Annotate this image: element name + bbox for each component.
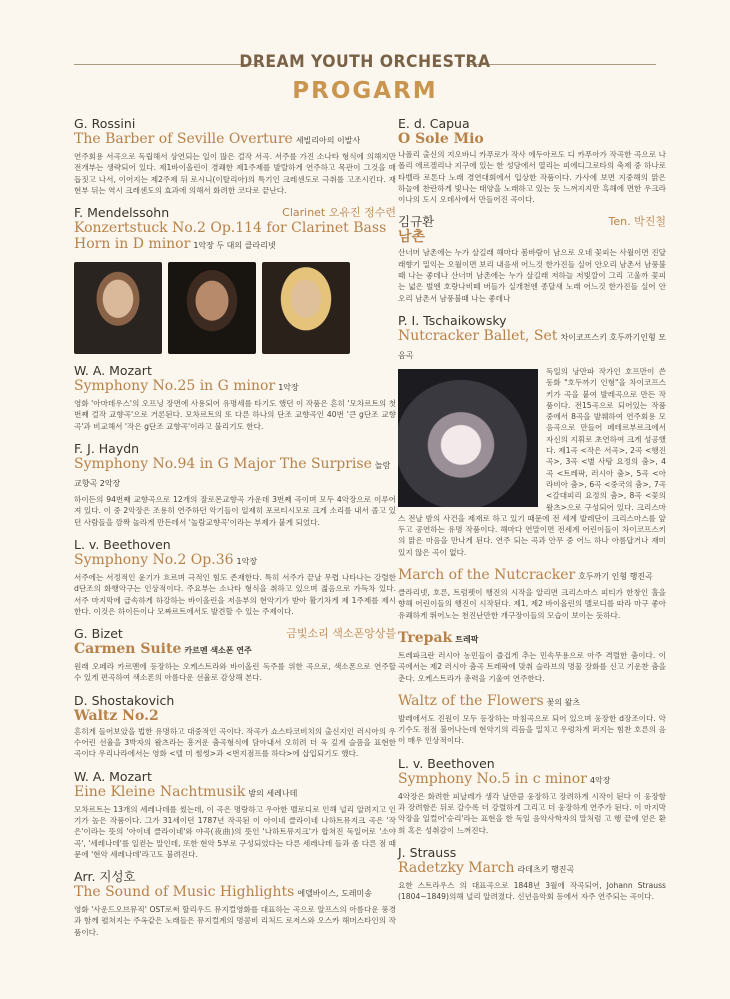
performer: Clarinet 오유진 정수련 <box>282 206 396 220</box>
ballet-photo <box>398 369 538 507</box>
description: 클라리넷, 호른, 트럼펫이 행진의 시작을 알리면 크리스마스 피티가 한창인 홀을 향해 어린이들의 행진이 시작된다. 제1, 제2 바이올린의 멜로디를 따라 마구 좋아 유쾌하게 뛰어노는 천진난만한 개구장이들의 모습이 보이는 듯하다. <box>398 588 666 620</box>
work-title: Nutcracker Ballet, Set <box>398 327 558 344</box>
work-title: Eine Kleine Nachtmusik <box>74 783 246 800</box>
work-subtitle: 밤의 세레나데 <box>248 788 298 798</box>
composer: E. d. Capua <box>398 116 470 131</box>
program-item <box>74 363 396 432</box>
description: 연주회용 서곡으로 독립해서 상연되는 일이 많은 걸작 서곡. 서주를 가진 소나타 형식에 의해지만 전개부는 생략되어 있다. 제1바이올린이 경쾌한 제1주제를 발랄하게 연주하고 목관이 그것을 매듭짓고 나서, 이어지는 제2주제 뒤 로시니(이탈리아)의 특기인 크레센도로 극취를 고조시킨다. 재현부 뒤는 역시 크레센도의 효과에 의해서 화려한 코다로 끝난다. <box>74 152 396 195</box>
work-subtitle: 4악장 <box>589 775 611 785</box>
performer: Ten. 박진철 <box>608 215 666 229</box>
description-text: 독일의 낭만파 작가인 호프만이 쓴 동화 "호두까기 인형"을 차이코프스키가 곡을 붙여 발레곡으로 만든 작품이다. 전15곡으로 되어있는 작품 중에서 8곡을 발췌하여 연주회용 모음곡으로 만들어 페테르부르크에서 자신의 지휘로 초연하여 크게 성공했다. 제1곡 <작은 서곡>, 2곡 <행진곡>, 3곡 <별 사탕 요정의 춤>, 4곡 <트레팍, 러시아 춤>, 5곡 <아라비아 춤>, 6곡 <중국의 춤>, 7곡 <갈대피리 요정의 춤>, 8곡 <꽃의 왈츠>으로 구성되어 있다. 크리스마스 전날 밤의 사건을 제재로 하고 있기 때문에 전 세계 발레단이 크리스마스를 앞두고 공연하는 유명 작품이다. 해마다 연말이면 전세계 어린이들이 차이코프스키의 맑은 마음을 만나게 된다. 연주 되는 곡과 안무 중 어느 하나 아름답거나 재미있지 않은 곡이 없다. <box>398 366 666 557</box>
work-title: Waltz of the Flowers <box>398 692 544 709</box>
composer: P. I. Tschaikowsky <box>398 312 507 328</box>
program-item <box>398 214 666 303</box>
description: 흔히게 들어보았을 법한 유명하고 대중적인 곡이다. 작곡가 쇼스타코비치의 출신지인 러시아의 우수어린 선율을 3박자의 왈츠라는 흥겨운 춤곡형식에 담아내서 오히려 더 욱 깊게 슬픔을 표현한 곡이다 우리나라에서는 영화 <텔 미 썸썽>과 <번지점프를 하다>에 삽입되기도 했다. <box>74 726 396 759</box>
work-title: Waltz No.2 <box>74 707 159 724</box>
portrait-mozart <box>74 262 162 354</box>
work-title: O Sole Mio <box>398 131 484 147</box>
program-item <box>74 537 396 617</box>
description: 산너머 남촌에는 누가 살길래 해마다 봄바람이 남으로 오네 꽃피는 사월이면 진달래향기 밀익는 오월이면 보리 내음새 어느것 한가진들 실어 안오리 남촌서 남풍불때 나는 좋데나 산너머 남촌에는 누가 살길래 저하늘 저빛깔이 그리 고울까 꽃피는 넓은 벌엔 호랑나비떼 버들가 실개천엔 종달새 노래 어느것 한가진들 실어 안오리 남촌서 남풍불때 나는 좋데나 <box>398 248 666 303</box>
program-item <box>74 441 396 528</box>
work-title: Symphony No.94 in G Major The Surprise <box>74 456 372 473</box>
orchestra-name: DREAM YOUTH ORCHESTRA <box>239 52 491 72</box>
composer: G. Rossini <box>74 116 136 131</box>
description: 4악장은 화려한 피날레가 생각 날만큼 웅장하고 장려하게 시작이 된다 이 웅장함과 장려함은 뒤로 갈수록 더 강렬하게 그리고 더 웅장하게 연주가 된다. 이 마지막 악장을 일컬어'승리'라는 표현을 한 독일 음악사학자의 말처럼 고 행 끝에 얻은 환희 혹은 성취감이 느껴진다. <box>398 791 666 835</box>
work-subtitle: 1악장 <box>278 383 299 393</box>
composer: L. v. Beethoven <box>74 536 171 552</box>
work-subtitle: 카르멘 색소폰 연주 <box>184 646 252 656</box>
work-subtitle: 1악장 <box>236 556 258 566</box>
description: 요한 스트라우스 의 대표곡으로 1848년 3월에 작곡되어, Johann Strauss (1804~1849)의해 널리 알려졌다. 신년음악회 등에서 자주 연주되는 곡이다. <box>398 880 666 902</box>
composer: J. Strauss <box>398 844 457 860</box>
work-title: Trepak <box>398 629 453 646</box>
composer: L. v. Beethoven <box>398 755 495 771</box>
work-subtitle: 트레팍 <box>455 634 479 644</box>
program-item <box>74 869 396 938</box>
composer: 김규환 <box>398 214 435 230</box>
description: 원래 오페라 카르멘에 등장하는 오케스트라와 바이올린 독주를 위한 곡으로, 색소폰으로 연주할 수 있게 편곡하여 색소폰의 아름다운 선율로 감상해 본다. <box>74 662 396 683</box>
description <box>398 366 666 558</box>
description: 트레파크란 러시아 농민들이 즐겁게 추는 민속무용으로 아주 격렬한 춤이다. 이 곡에서는 제2 러시아 춤곡 트레팍에 맞춰 슬라브의 명물 장화를 신고 기운찬 춤을 춘다. 오케스트라가 총력을 기울여 연주한다. <box>398 650 666 683</box>
composer: D. Shostakovich <box>74 692 175 708</box>
work-title: March of the Nutcracker <box>398 567 576 584</box>
work-subtitle: 에델바이스, 도레미송 <box>297 889 372 899</box>
composer: Arr. 지성호 <box>74 869 136 885</box>
program-item <box>398 116 666 205</box>
performer: 금빛소리 색소폰앙상블 <box>286 627 396 641</box>
composer-portraits <box>74 262 396 354</box>
portrait-beethoven <box>168 262 256 354</box>
work-title: The Sound of Music Highlights <box>74 884 295 901</box>
work-subtitle: 차이코프스키 호두까기인형 모음곡 <box>398 332 666 360</box>
program-item <box>74 116 396 196</box>
description: 서주에는 서정적인 윤기가 흐르며 극적인 힘도 존재한다. 특히 서주가 끝날 무렵 나타나는 강렬한 d단조의 화행악구는 인상적이다. 주요부는 소나타 형식을 취하고 있으며 젊음으로 가득차 있다. 서주 마지막에 급속하게 하강하는 바이올린을 저음부의 현악기가 받아 활기차게 제 1주제를 제시한다. 이것은 하이든이나 모짜르트에서도 발견할 수 있는 주제이다. <box>74 572 396 616</box>
work-title: Symphony No.25 in G minor <box>74 378 276 395</box>
program-item <box>398 313 666 558</box>
right-column <box>398 116 666 911</box>
work-subtitle: 꽃의 왈츠 <box>546 697 581 707</box>
work-title: Konzertstuck No.2 Op.114 for Clarinet Bass Horn in D minor <box>74 220 387 253</box>
program-item <box>398 756 666 836</box>
program-item <box>398 845 666 903</box>
work-title: Symphony No.2 Op.36 <box>74 551 234 568</box>
work-subtitle: 놀람교향곡 2악장 <box>74 461 391 489</box>
composer: W. A. Mozart <box>74 363 152 379</box>
program-item <box>398 630 666 684</box>
work-subtitle: 라데츠키 행진곡 <box>517 864 575 874</box>
program-item <box>74 769 396 860</box>
description: 하이든의 94번째 교향곡으로 12개의 잘로몬교향곡 가운데 3번째 곡이며 모두 4악장으로 이루어져 있다. 이 중 2악장은 조용히 연주하던 악기들이 일제히 포르티시모로 크게 소리를 내서 졸고 있던 사람들을 깜짝 놀라게 만든데서 '놀람교향곡'이라는 부제가 붙게 되었다. <box>74 495 396 527</box>
work-subtitle: 세빌리아의 이발사 <box>295 136 361 145</box>
work-subtitle: 1악장 두 대의 클라리넷 <box>193 241 276 251</box>
description: 영화 '아마데우스'의 오프닝 장면에 사용되어 유명세를 타기도 했던 이 작품은 흔히 '모차르트의 첫 번째 걸작 교향곡'으로 거론된다. 모차르트의 또 다른 하나의 단조 교향곡인 40번 '큰 g단조 교향곡'과 비교해서 '작은 g단조 교향곡'이라고 불리기도 한다. <box>74 399 396 431</box>
work-title: 남촌 <box>398 229 426 246</box>
work-title: Carmen Suite <box>74 641 182 658</box>
work-title: The Barber of Seville Overture <box>74 131 293 147</box>
program-item <box>398 693 666 747</box>
composer: W. A. Mozart <box>74 768 152 784</box>
work-title: Symphony No.5 in c minor <box>398 770 587 787</box>
program-item <box>74 626 396 684</box>
page-title: PROGARM <box>292 78 438 104</box>
description: 모차르트는 13개의 세레나데를 썼는데, 이 곡은 명랑하고 우아한 멜로디로 인해 널리 알려지고 인기가 높은 작품이다. 그가 31세이던 1787년 작곡된 이 아이네 클라이네 나하트뮤지크 곡은 '작은'이라는 뜻의 '아이네 클라이네'와 야곡(夜曲)의 뜻인 '나하트뮤지크'가 합쳐진 독일어로 '소야곡', '세레나데'를 일컫는 말인데, 또한 현악 5부로 구성되었다는 다른 세레나데 들과 좀 다른 점 때문에 '현악 세레나데'라고도 불려진다. <box>74 804 396 859</box>
work-subtitle: 호두까기 인형 행진곡 <box>578 572 653 582</box>
portrait-haydn <box>262 262 350 354</box>
program-item <box>74 205 396 354</box>
program-item <box>74 693 396 760</box>
composer: G. Bizet <box>74 626 123 642</box>
composer: F. J. Haydn <box>74 441 140 457</box>
program-item <box>398 567 666 621</box>
left-column <box>74 116 396 947</box>
description: 영화 '사운드오브뮤직' OST로써 할리우드 뮤지컬영화를 대표하는 곡으로 알프스의 아름다운 풍경과 함께 펼쳐지는 주옥같은 노래들은 뮤지컬계의 명콤비 리처드 로저스와 오스카 해머스타인의 작품이다. <box>74 905 396 937</box>
description: 발레에서도 진원이 모두 등장하는 마침곡으로 되어 있으며 웅장한 d장조이다. 악기수도 점점 불어나는데 현악기의 리듬을 밀치고 우렁차게 퍼지는 힘찬 호른의 음이 매우 인상적이다. <box>398 713 666 746</box>
description: 나폴리 출신의 지오바니 카푸로가 작사 에두아르도 디 카푸아가 작곡한 곡으로 나폴리 에르겔리나 지구에 있는 한 성당에서 열리는 피에디그로타의 축제 중 하나로 타벨라 로톤다 노래 경연대회에서 입상한 작품이다. 가사에 보면 지중해의 맑은 하늘에 찬란하게 빛나는 태양을 노래하고 있는 듯 느껴지지만 흑해에 면한 우크라이나의 도시 오데사에서 만들어진 곡이다. <box>398 150 666 205</box>
composer: F. Mendelssohn <box>74 205 170 221</box>
work-title: Radetzky March <box>398 859 515 876</box>
